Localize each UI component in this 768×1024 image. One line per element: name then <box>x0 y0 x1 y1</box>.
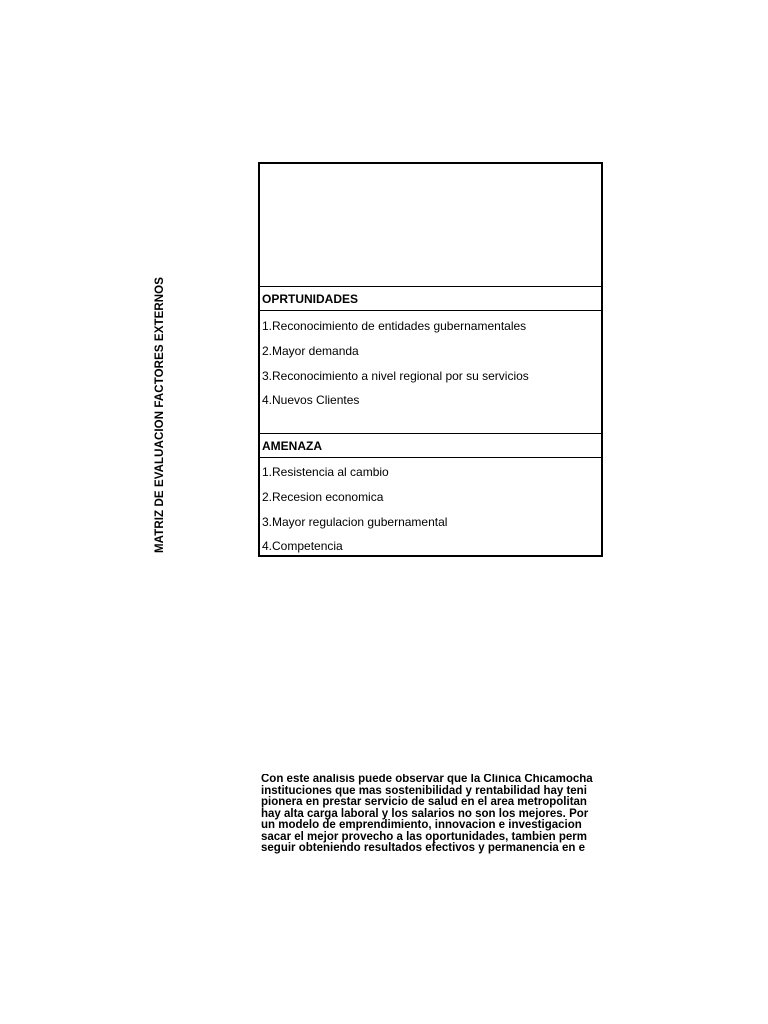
conclusion-line-6: sacar el mejor provecho a las oportunidades, tambien perm <box>261 830 587 843</box>
threat-item-4: 4.Competencia <box>262 539 343 553</box>
conclusion-line-3: pionera en prestar servicio de salud en el area metropolitan <box>261 796 587 808</box>
threats-header: AMENAZA <box>260 433 601 458</box>
conclusion-line-4: hay alta carga laboral y los salarios no son los mejores. Por <box>261 807 589 820</box>
efe-matrix-table <box>258 162 603 557</box>
opportunity-item-3: 3.Reconocimiento a nivel regional por su servicios <box>262 369 529 383</box>
opportunity-item-1: 1.Reconocimiento de entidades gubernamentales <box>262 319 527 333</box>
threat-item-1: 1.Resistencia al cambio <box>262 465 389 479</box>
conclusion-line-2: instituciones que mas sostenibilidad y rentabilidad hay teni <box>261 784 587 797</box>
conclusion-line-7: seguir obteniendo resultados efectivos y permanencia en e <box>261 842 586 854</box>
conclusion-line-1: Con este analisis puede observar que la Clinica Chicamocha <box>261 774 593 785</box>
empty-header-cell <box>260 164 601 287</box>
threat-item-2: 2.Recesion economica <box>262 490 384 504</box>
conclusion-line-5: un modelo de emprendimiento, innovacion e investigacion <box>261 819 582 831</box>
matrix-title: MATRIZ DE EVALUACION FACTORES EXTERNOS <box>154 277 166 553</box>
opportunity-item-2: 2.Mayor demanda <box>262 344 359 358</box>
conclusion-paragraph <box>261 774 601 855</box>
opportunities-header: OPRTUNIDADES <box>260 287 601 311</box>
threat-item-3: 3.Mayor regulacion gubernamental <box>262 515 448 529</box>
opportunity-item-4: 4.Nuevos Clientes <box>262 393 360 407</box>
